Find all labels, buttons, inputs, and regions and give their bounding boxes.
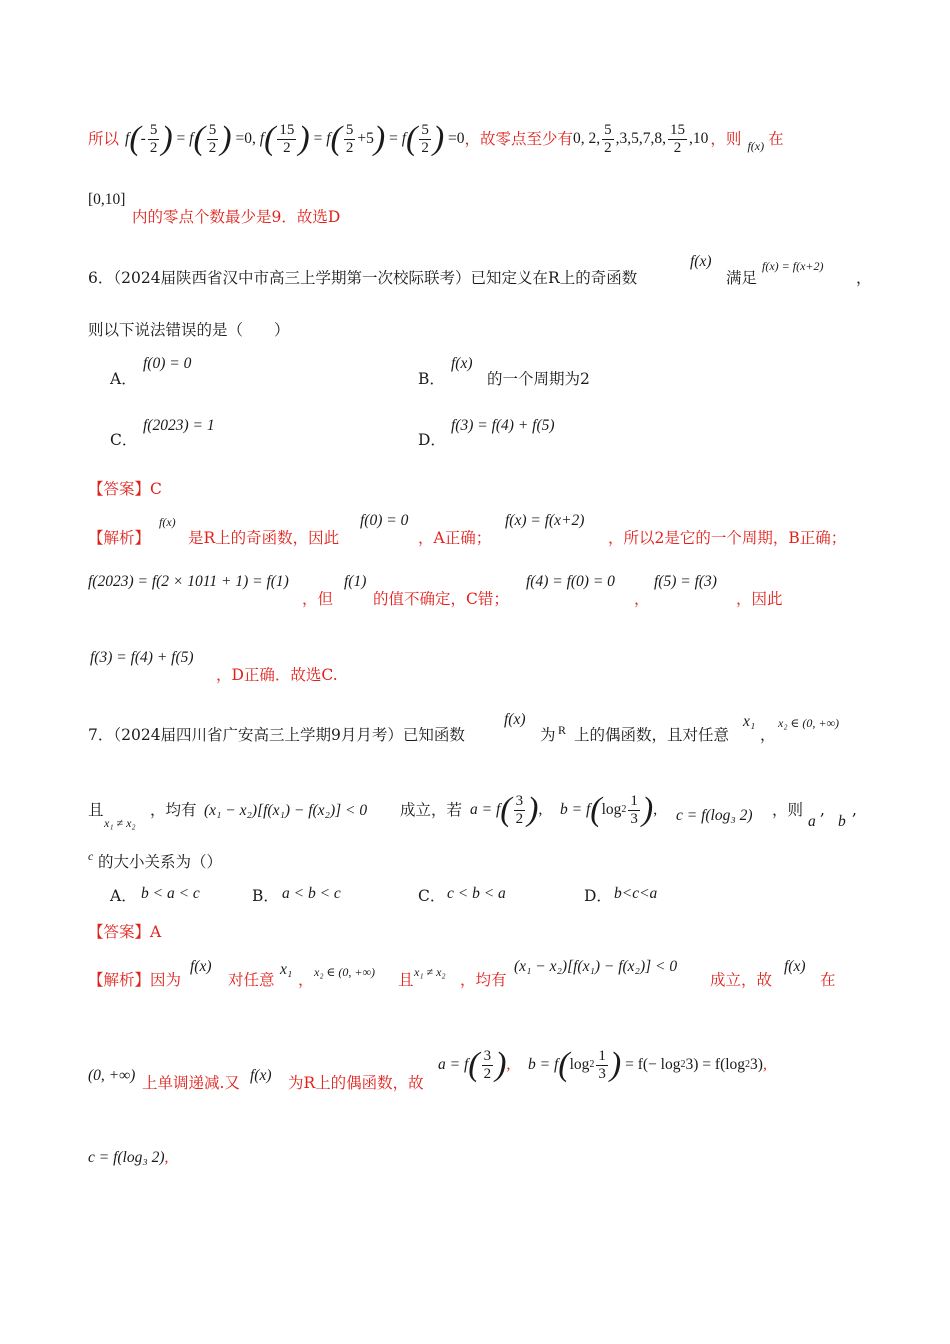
q6-exp-f3: f(3) = f(4) + f(5) [90, 649, 194, 666]
q7-stem-a: 7．（2024届四川省广安高三上学期9月月考）已知函数 [88, 726, 465, 744]
q6-exp-t5: 的值不确定，C错； [373, 590, 509, 608]
q7-exp-comma: ， [298, 971, 314, 989]
q7-neq: x₁ ≠ x₂ [104, 816, 136, 830]
q7-exp-t6: 为R上的偶函数，故 [288, 1074, 424, 1092]
line-zeros [88, 116, 784, 162]
q7-opt-b-label: B． [252, 887, 279, 905]
q6-opt-b-text: 的一个周期为2 [487, 370, 590, 388]
q6-opt-d-label: D． [418, 431, 446, 449]
q7-x2dom: x₂ ∈ (0, +∞) [778, 716, 840, 730]
q6-exp-t6: ，因此 [736, 590, 783, 608]
q7-opt-a-label: A． [110, 887, 137, 905]
q7-opt-a: b < a < c [141, 885, 200, 902]
q6-exp-comma: ， [634, 590, 650, 608]
q7-exp-label-text: 【解析】 [88, 971, 151, 989]
text-zero-count: 内的零点个数最少是9．故选D [132, 208, 341, 226]
q6-exp-t3: ，所以2是它的一个周期，B正确； [608, 529, 847, 547]
q6-exp-t1: 是R上的奇函数，因此 [188, 529, 340, 547]
q7-exp-qie: 且 [398, 971, 414, 989]
q7-exp-ineq: (x₁ − x₂)[f(x₁) − f(x₂)] < 0 [514, 958, 678, 975]
q6-opt-c-label: C． [110, 431, 138, 449]
q6-opt-a: f(0) = 0 [143, 355, 192, 372]
q7-R: R [558, 723, 567, 737]
q7-cheng: 成立，若 [400, 801, 463, 819]
q7-exp-neq: x₁ ≠ x₂ [414, 965, 446, 979]
q7-ineq: (x₁ − x₂)[f(x₁) − f(x₂)] < 0 [204, 802, 368, 819]
q7-opt-d-label: D． [584, 887, 612, 905]
q7-exp-t2: 对任意 [228, 971, 275, 989]
q7-exp-x1: x₁ [280, 961, 293, 978]
q6-comma: ， [856, 269, 872, 287]
q7-opt-d: b<c<a [614, 885, 658, 902]
q6-stem [88, 268, 637, 288]
q7-exp-junyou: ，均有 [460, 971, 507, 989]
q7-exp-fx: f(x) [190, 958, 212, 975]
q6-exp-fx: f(x) [159, 515, 176, 529]
q7-a: a [808, 813, 816, 830]
q6-exp-label: 【解析】 [88, 529, 151, 547]
q7-wei: 为 [540, 726, 556, 744]
q6-satisfy: 满足 [726, 269, 758, 287]
q7-exp-t5: 上单调递减.又 [142, 1074, 240, 1092]
q7-a-def: a = f ( $\frac{3}{2}$ ) , [470, 791, 543, 828]
q7-stem-b: 上的偶函数，且对任意 [574, 726, 730, 744]
q7-c-def: c = f(log₃ 2) [676, 807, 753, 824]
q7-junyou: ，均有 [150, 801, 197, 819]
q7-comma-2: , [820, 801, 825, 819]
interval-0-10: [0,10] [88, 191, 126, 208]
q6-stem-a: 6．（2024届陕西省汉中市高三上学期第一次校际联考）已知定义在R上的奇函数 [88, 269, 638, 287]
math-fx: f(x) [747, 139, 765, 153]
text-tail: 在 [768, 130, 784, 148]
q6-exp-f4: f(4) = f(0) = 0 [526, 573, 615, 590]
q7-c: c [88, 849, 94, 863]
q7-x1: x₁ [743, 713, 756, 730]
q7-qie: 且 [88, 801, 104, 819]
q6-cond: f(x) = f(x+2) [762, 259, 824, 273]
q7-exp-fx-3: f(x) [250, 1067, 272, 1084]
q7-exp-c: c = f(log₃ 2), [88, 1149, 169, 1166]
q7-fx: f(x) [504, 711, 526, 728]
text-mid: ，故零点至少有 [464, 130, 574, 148]
q7-b-def: b = f ( log 2 $\frac{1}{3}$ ) , [560, 791, 658, 828]
q6-exp-f0: f(0) = 0 [360, 512, 409, 529]
q6-stem-b: 则以下说法错误的是（ ） [88, 321, 290, 339]
q6-opt-b-label: B． [418, 370, 445, 388]
q6-opt-b-math: f(x) [451, 355, 473, 372]
q7-exp-x2dom: x₂ ∈ (0, +∞) [314, 965, 376, 979]
q7-exp-b: b = f ( log 2 $\frac{1}{3}$ ) = f(− log 2 3) = f(log 2 3) , [528, 1046, 767, 1083]
q6-answer: 【答案】C [88, 480, 162, 498]
math-f-values: f ( - $\frac{5}{2}$ ) = f ( $\frac{5}{2}$ ) =0, f ( $\frac{15}{2}$ ) = f ( $\frac{5}{2}$ +5 ) = f ( $\frac{5}{2}$ ) =0 [125, 120, 465, 157]
q6-fx: f(x) [690, 253, 712, 270]
q7-exp-fx-2: f(x) [784, 958, 806, 975]
q6-opt-a-label: A． [110, 370, 137, 388]
text-then: ，则 [710, 130, 742, 148]
q7-order: 的大小关系为（） [98, 853, 223, 871]
q7-opt-b: a < b < c [282, 885, 341, 902]
q6-exp-f5: f(5) = f(3) [654, 573, 717, 590]
q7-exp-c-text: c = f(log₃ 2) [88, 1149, 165, 1166]
q6-exp-f1: f(1) [344, 573, 367, 590]
q7-exp-t3: 成立，故 [710, 971, 773, 989]
q7-opt-c: c < b < a [447, 885, 506, 902]
q6-exp-t4: ，但 [302, 590, 334, 608]
q7-comma: ， [760, 726, 776, 744]
q7-exp-label [88, 970, 181, 990]
q7-exp-t4: 在 [820, 971, 836, 989]
math-zeros: 0, 2, $\frac{5}{2}$ ,3,5,7,8, $\frac{15}{2}$ ,10 [573, 121, 709, 156]
q6-opt-d: f(3) = f(4) + f(5) [451, 417, 555, 434]
q7-opt-c-label: C． [418, 887, 446, 905]
q7-answer: 【答案】A [88, 923, 162, 941]
q7-exp-a: a = f ( $\frac{3}{2}$ ) , [438, 1046, 511, 1083]
q7-b: b [838, 813, 846, 830]
q6-exp-t2: ，A正确； [418, 529, 492, 547]
text-prefix: 所以 [88, 130, 120, 148]
q6-exp-cond: f(x) = f(x+2) [505, 512, 585, 529]
q7-comma-3: , [852, 801, 857, 819]
q6-exp-t7: ，D正确．故选C. [216, 666, 338, 684]
q6-opt-c: f(2023) = 1 [143, 417, 215, 434]
q7-exp-t1: 因为 [150, 971, 182, 989]
q7-ze: ，则 [772, 801, 804, 819]
q6-exp-f2023: f(2023) = f(2 × 1011 + 1) = f(1) [88, 573, 289, 590]
q7-exp-interval: (0, +∞) [88, 1067, 136, 1084]
